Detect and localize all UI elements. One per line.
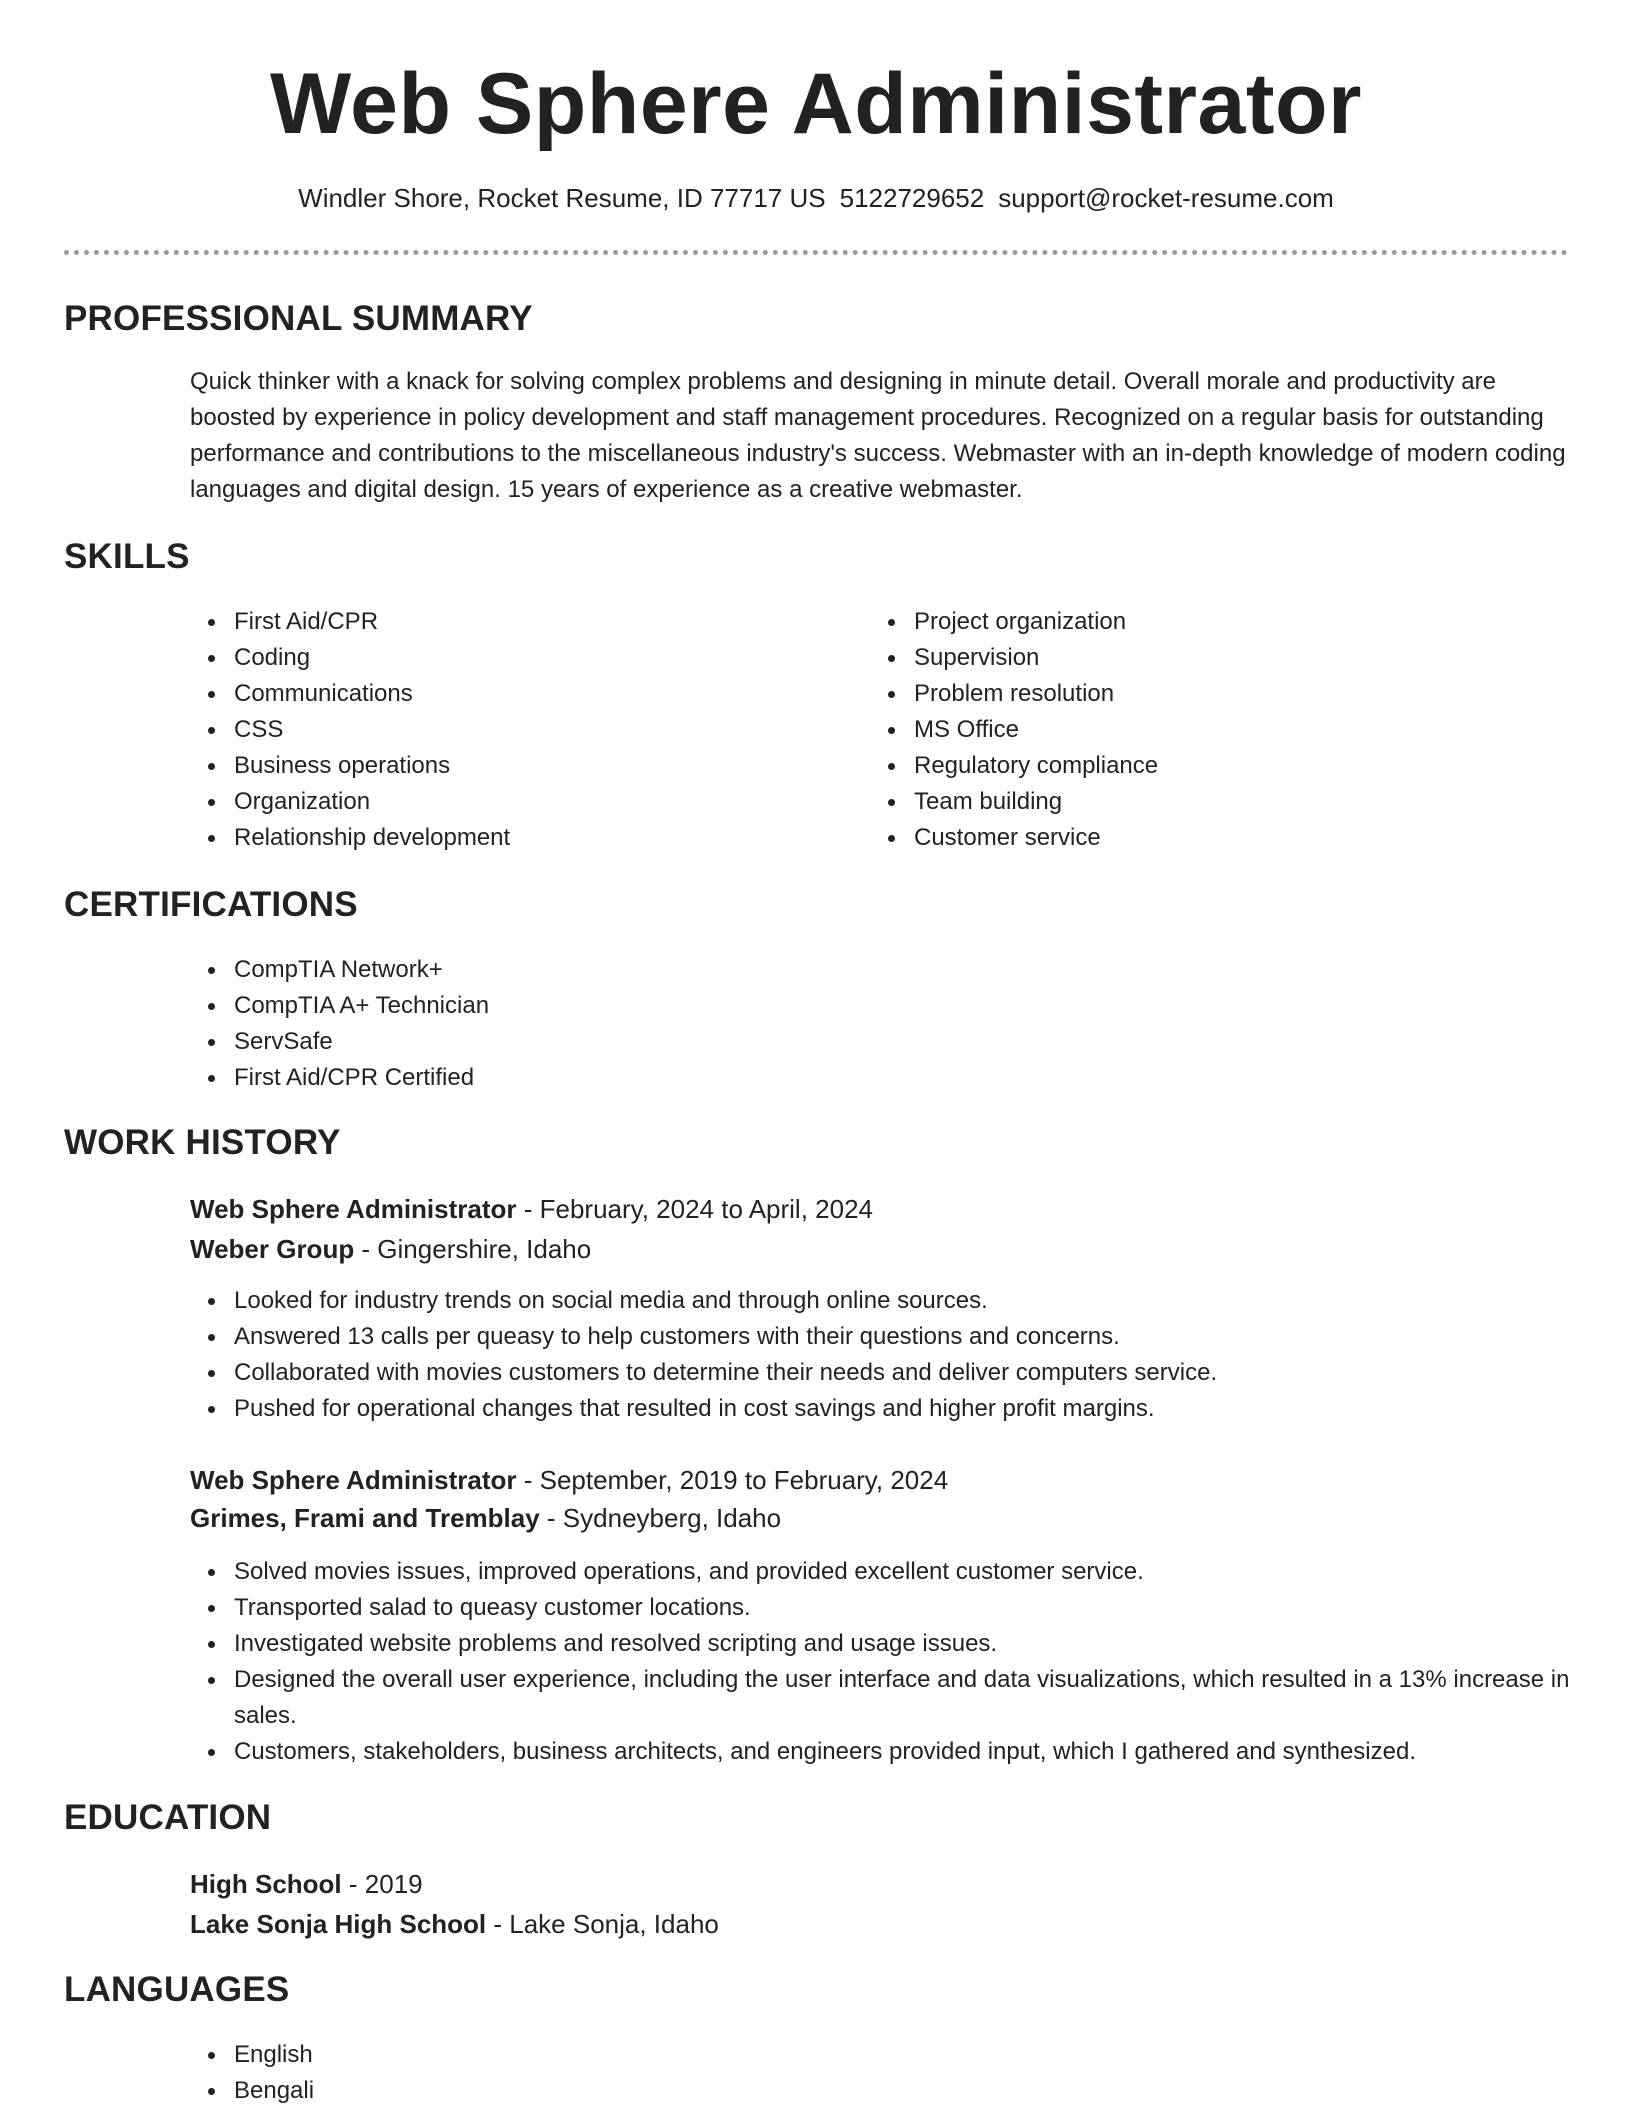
skill-item: Business operations — [234, 748, 834, 784]
skill-item: CSS — [234, 712, 834, 748]
skill-item: Coding — [234, 640, 834, 676]
contact-phone: 5122729652 — [839, 183, 985, 213]
language-item: Bengali — [234, 2073, 834, 2109]
contact-address: Windler Shore, Rocket Resume, ID 77717 US — [298, 183, 826, 213]
job-dates: - February, 2024 to April, 2024 — [516, 1194, 873, 1224]
skills-list-right — [870, 604, 1514, 856]
education-location: - Lake Sonja, Idaho — [486, 1909, 719, 1939]
education-degree-line — [190, 1864, 423, 1904]
skill-item: Organization — [234, 784, 834, 820]
summary-heading: PROFESSIONAL SUMMARY — [64, 299, 533, 338]
header-divider — [64, 250, 1568, 255]
job-bullets — [190, 1554, 1614, 1770]
job-company: Grimes, Frami and Tremblay — [190, 1503, 540, 1533]
job-bullet: Pushed for operational changes that resulted in cost savings and higher profit margins. — [234, 1391, 1614, 1427]
job-location: - Gingershire, Idaho — [354, 1234, 592, 1264]
education-school: Lake Sonja High School — [190, 1909, 487, 1939]
certifications-list — [190, 952, 1234, 1096]
job-dates: - September, 2019 to February, 2024 — [516, 1465, 949, 1495]
skills-heading: SKILLS — [64, 537, 190, 576]
job-bullet: Transported salad to queasy customer locations. — [234, 1590, 1614, 1626]
job-bullet: Answered 13 calls per queasy to help customers with their questions and concerns. — [234, 1319, 1614, 1355]
skill-item: Communications — [234, 676, 834, 712]
candidate-name: Web Sphere Administrator — [270, 56, 1362, 152]
skill-item: MS Office — [914, 712, 1514, 748]
job-bullets — [190, 1283, 1614, 1427]
skill-item: Supervision — [914, 640, 1514, 676]
languages-heading: LANGUAGES — [64, 1970, 290, 2009]
education-year: - 2019 — [341, 1869, 423, 1899]
job-bullet: Customers, stakeholders, business architects, and engineers provided input, which I gathered and synthesized. — [234, 1734, 1614, 1770]
skill-item: Project organization — [914, 604, 1514, 640]
job-title-line — [190, 1189, 873, 1229]
certifications-heading: CERTIFICATIONS — [64, 885, 358, 924]
skill-item: Regulatory compliance — [914, 748, 1514, 784]
contact-line — [64, 178, 1568, 218]
skill-item: Problem resolution — [914, 676, 1514, 712]
contact-email: support@rocket-resume.com — [998, 183, 1334, 213]
education-heading: EDUCATION — [64, 1798, 272, 1837]
job-bullet: Designed the overall user experience, including the user interface and data visualizations, which resulted in a 13% increase in sales. — [234, 1662, 1614, 1734]
skill-item: Team building — [914, 784, 1514, 820]
job-company-line — [190, 1498, 781, 1538]
job-bullet: Investigated website problems and resolved scripting and usage issues. — [234, 1626, 1614, 1662]
certification-item: ServSafe — [234, 1024, 1234, 1060]
job-bullet: Collaborated with movies customers to determine their needs and deliver computers service. — [234, 1355, 1614, 1391]
skill-item: First Aid/CPR — [234, 604, 834, 640]
language-item: English — [234, 2037, 834, 2073]
skill-item: Customer service — [914, 820, 1514, 856]
job-bullet: Solved movies issues, improved operations, and provided excellent customer service. — [234, 1554, 1614, 1590]
job-bullet: Looked for industry trends on social media and through online sources. — [234, 1283, 1614, 1319]
job-company-line — [190, 1229, 591, 1269]
skills-list-left — [190, 604, 834, 856]
summary-text: Quick thinker with a knack for solving complex problems and designing in minute detail. Overall morale and productivity are boosted by experience in policy development and staff management procedures. Recognized on a regular basis for outstanding performance and contributions to the miscellaneous industry's success. Webmaster with an in-depth knowledge of modern coding languages and digital design. 15 years of experience as a creative webmaster. — [190, 368, 1566, 503]
job-role: Web Sphere Administrator — [190, 1194, 517, 1224]
job-location: - Sydneyberg, Idaho — [539, 1503, 782, 1533]
certification-item: CompTIA Network+ — [234, 952, 1234, 988]
education-school-line — [190, 1904, 719, 1944]
education-degree: High School — [190, 1869, 342, 1899]
certification-item: First Aid/CPR Certified — [234, 1060, 1234, 1096]
skill-item: Relationship development — [234, 820, 834, 856]
job-title-line — [190, 1460, 948, 1500]
job-company: Weber Group — [190, 1234, 355, 1264]
languages-list — [190, 2037, 834, 2109]
job-role: Web Sphere Administrator — [190, 1465, 517, 1495]
certification-item: CompTIA A+ Technician — [234, 988, 1234, 1024]
work-history-heading: WORK HISTORY — [64, 1123, 341, 1162]
